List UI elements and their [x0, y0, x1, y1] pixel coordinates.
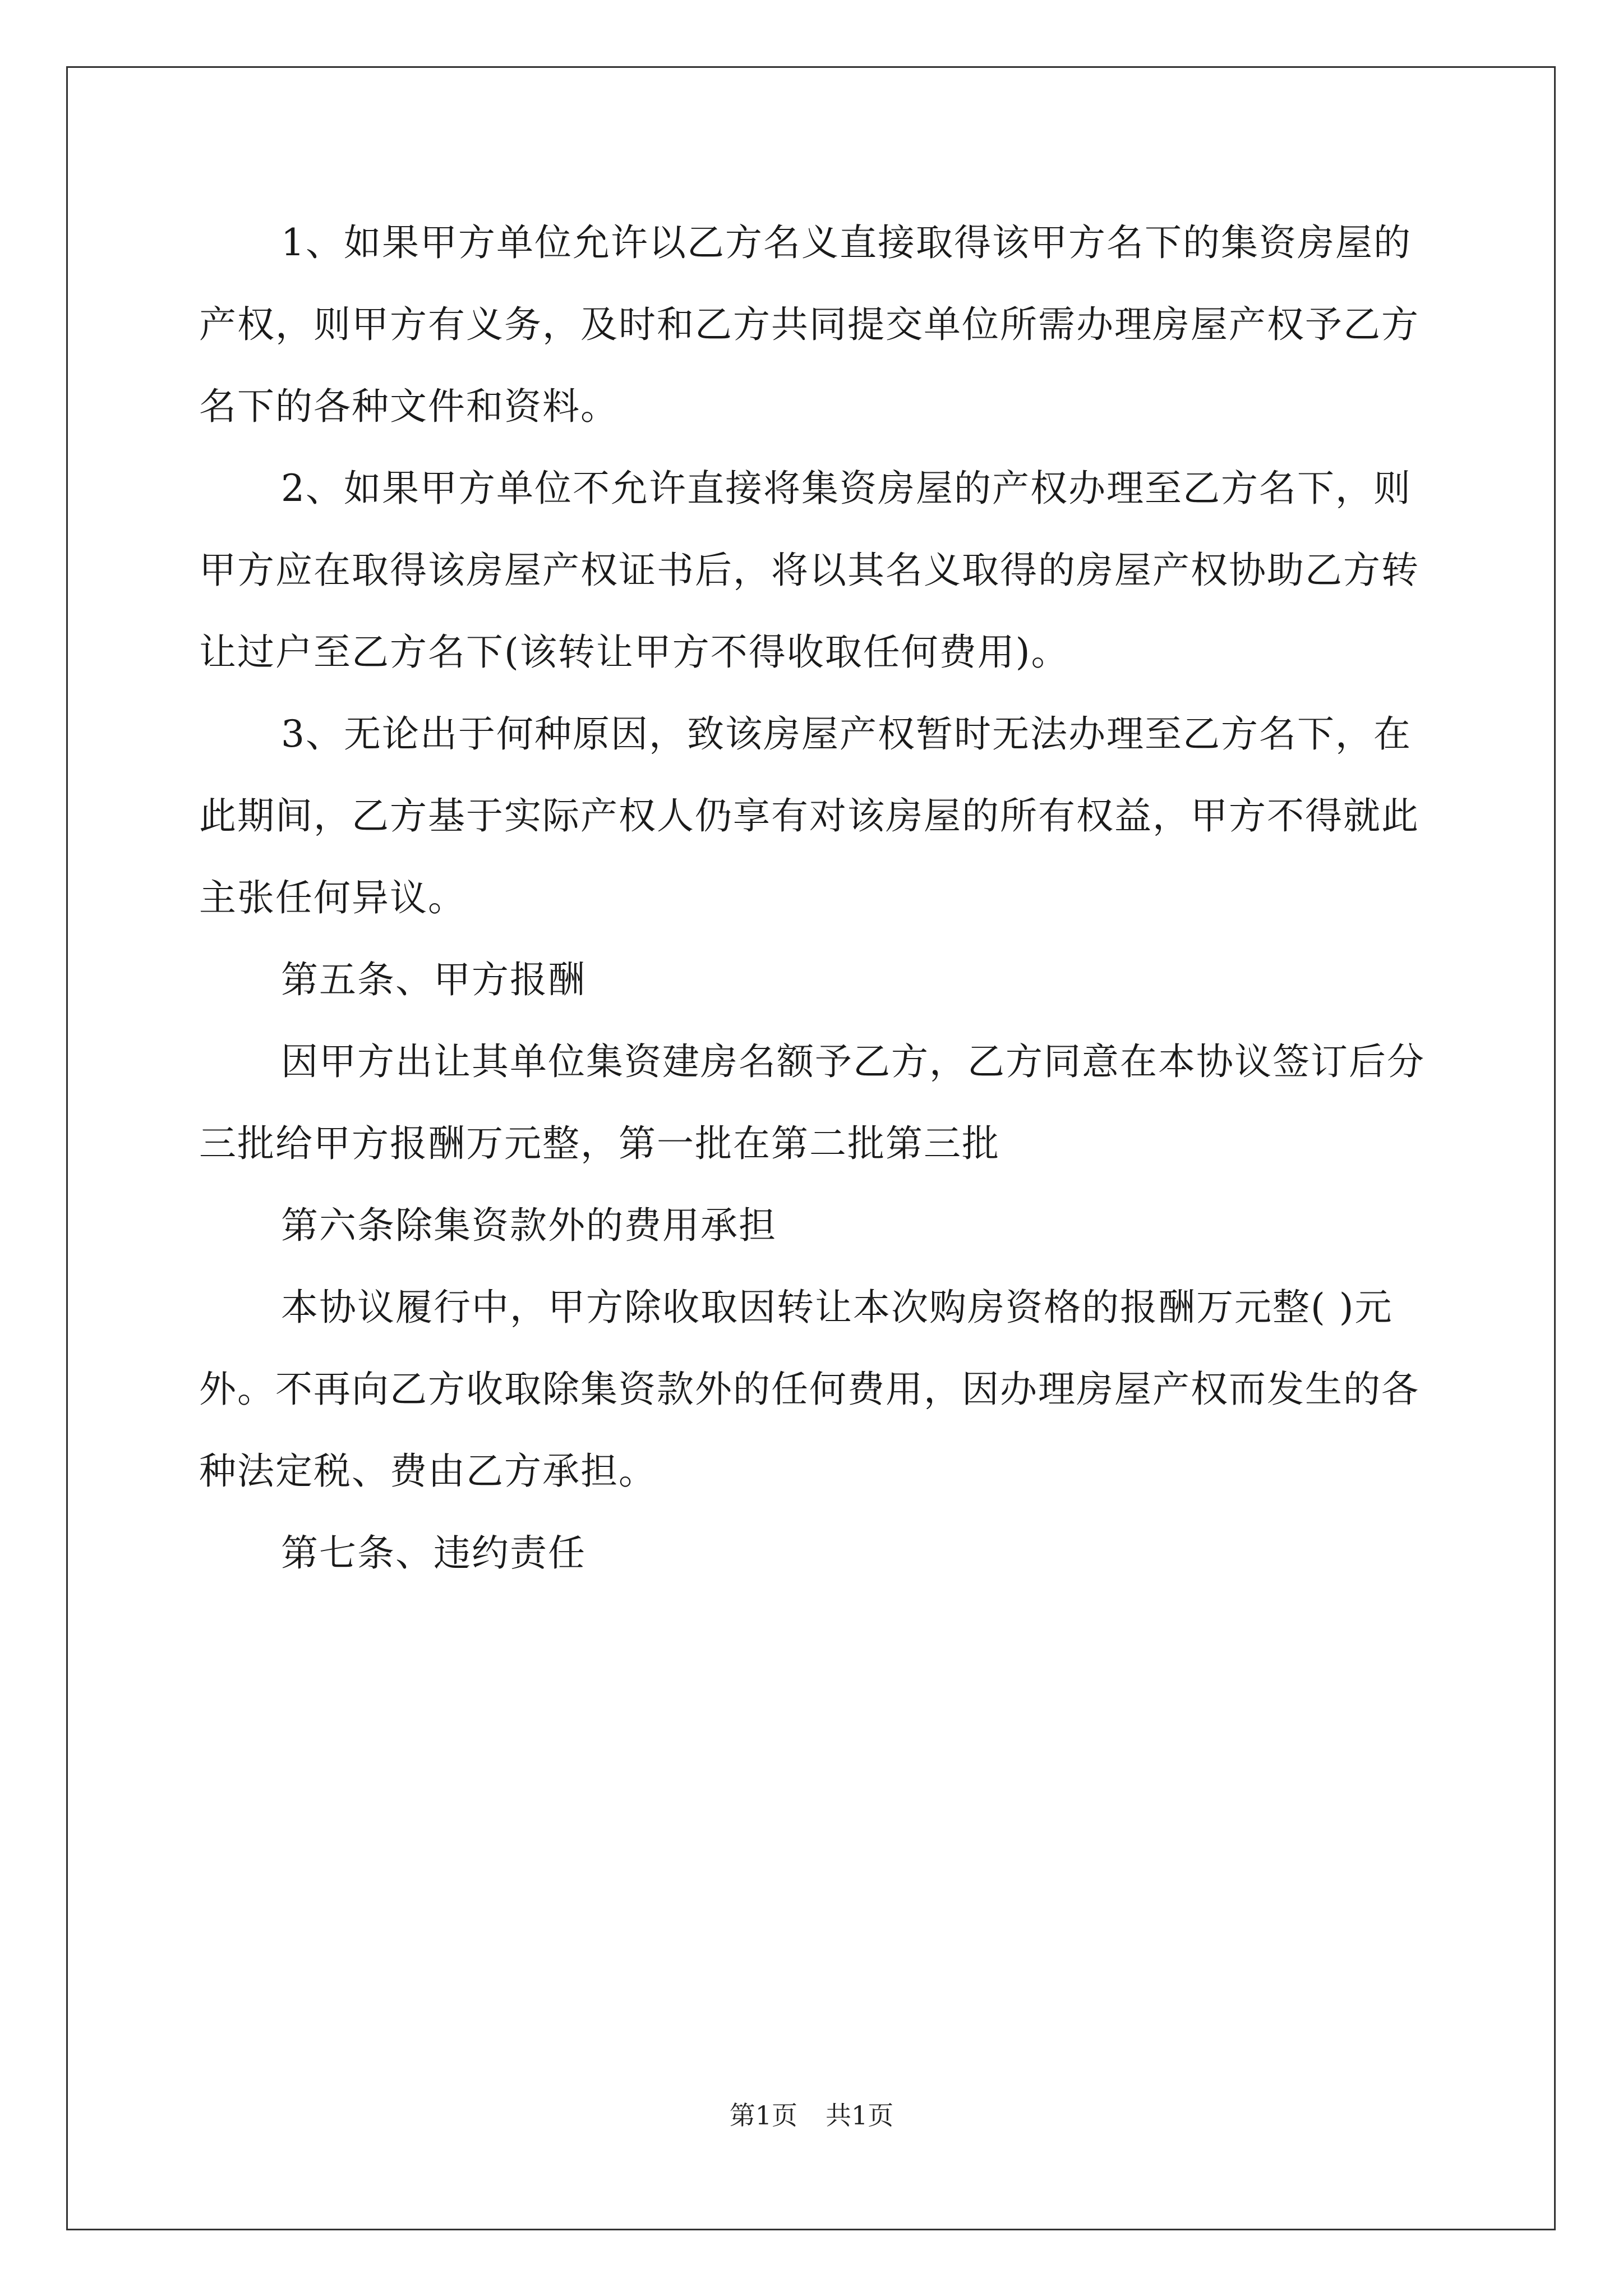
article-6-heading: 第六条除集资款外的费用承担: [281, 1204, 777, 1247]
clause-paragraph-2: 2、如果甲方单位不允许直接将集资房屋的产权办理至乙方名下，则甲方应在取得该房屋产权证书后，将以其名义取得的房屋产权协助乙方转让过户至乙方名下(该转让甲方不得收取任何费用)。: [199, 467, 1419, 674]
document-body: [199, 202, 1433, 1594]
page-number-total: 共1页: [826, 2100, 894, 2131]
page-number-current: 第1页: [729, 2100, 797, 2131]
article-5-heading: 第五条、甲方报酬: [281, 958, 586, 1001]
article-7-heading: 第七条、违约责任: [281, 1531, 586, 1575]
clause-paragraph-1: 1、如果甲方单位允许以乙方名义直接取得该甲方名下的集资房屋的产权，则甲方有义务，及时和乙方共同提交单位所需办理房屋产权予乙方名下的各种文件和资料。: [199, 221, 1419, 428]
clause-paragraph-3: 3、无论出于何种原因，致该房屋产权暂时无法办理至乙方名下，在此期间，乙方基于实际产权人仍享有对该房屋的所有权益，甲方不得就此主张任何异议。: [199, 712, 1419, 919]
page-footer: [0, 2095, 1623, 2132]
article-6-paragraph: 本协议履行中，甲方除收取因转让本次购房资格的报酬万元整( )元外。不再向乙方收取除集资款外的任何费用，因办理房屋产权而发生的各种法定税、费由乙方承担。: [199, 1286, 1419, 1493]
article-5-paragraph: 因甲方出让其单位集资建房名额予乙方，乙方同意在本协议签订后分三批给甲方报酬万元整，第一批在第二批第三批: [199, 1040, 1425, 1165]
